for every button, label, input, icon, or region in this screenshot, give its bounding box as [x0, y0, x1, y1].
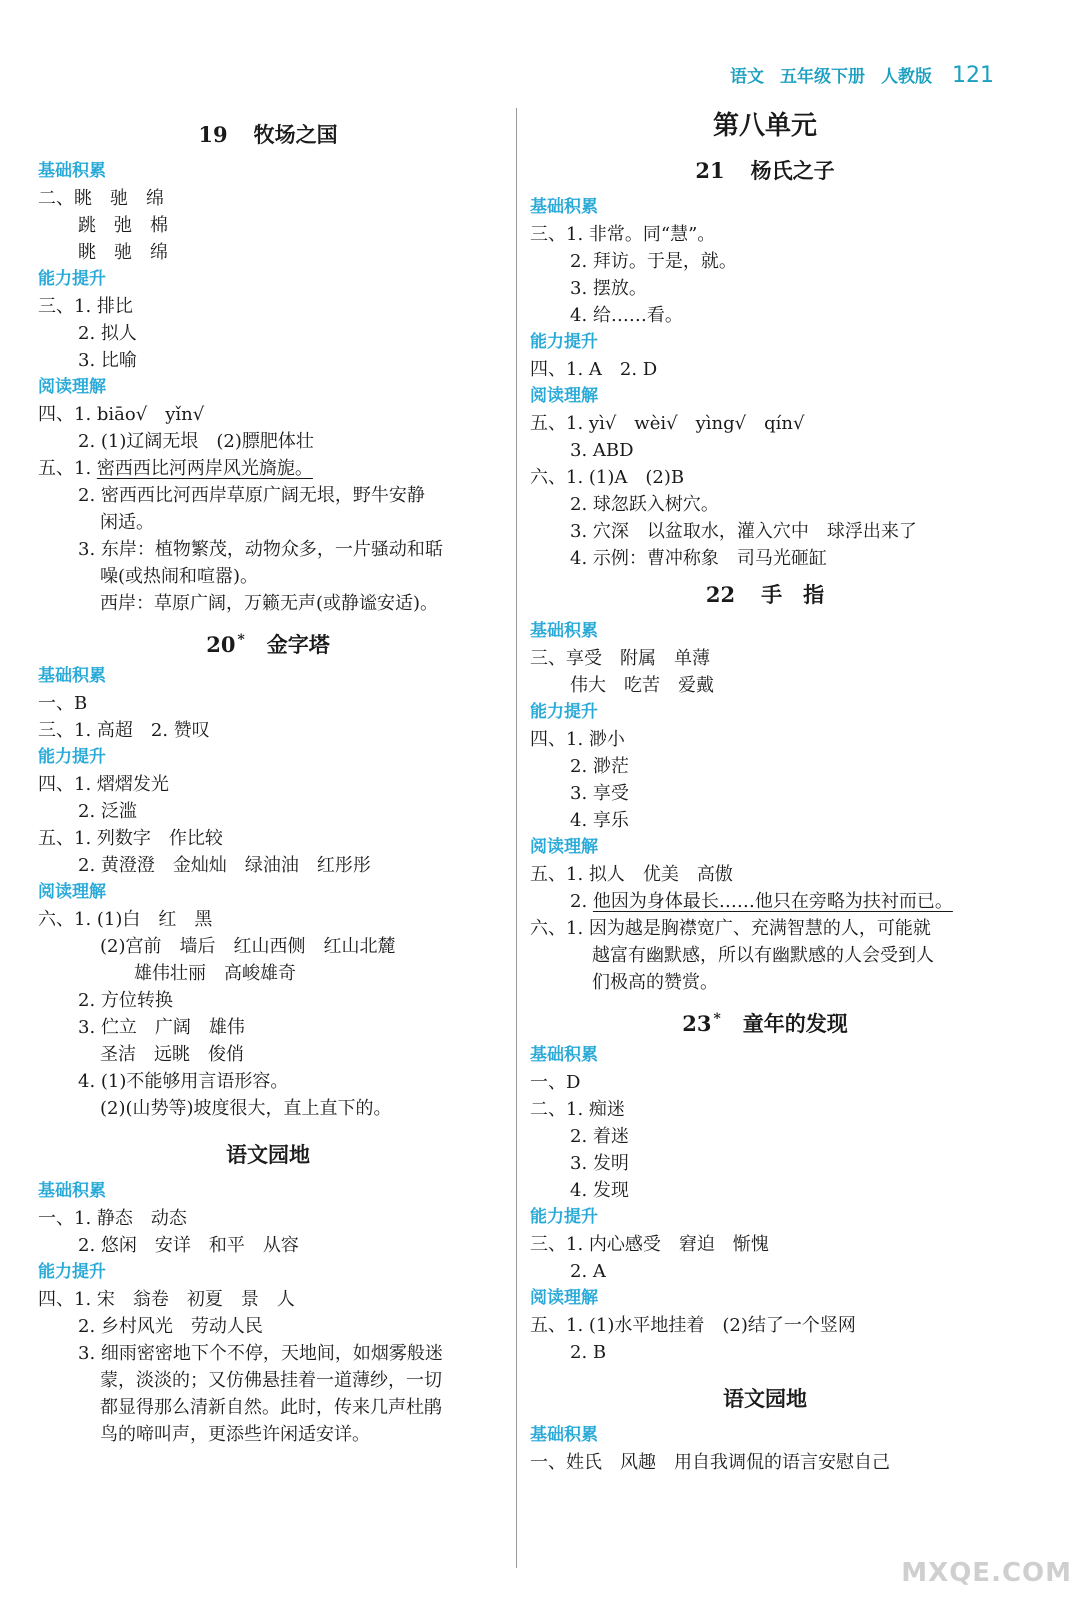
- section-label: 能力提升: [38, 1262, 106, 1282]
- lesson-number: 23: [682, 1011, 712, 1036]
- lesson-number: 19: [198, 122, 228, 147]
- garden-title: 语文园地: [226, 1142, 310, 1167]
- column-divider: [516, 108, 517, 1568]
- lesson-number: 21: [695, 158, 725, 183]
- answer-line: 鸟的啼叫声，更添些许闲适安详。: [100, 1424, 370, 1445]
- answer-line: 噪(或热闹和喧嚣)。: [100, 566, 259, 587]
- lesson-name: 杨氏之子: [750, 158, 835, 183]
- answer-line: 2. 球忽跃入树穴。: [570, 494, 719, 515]
- answer-line: [38, 455, 498, 482]
- page-header: [730, 62, 994, 88]
- answer-line: 2. 拜访。于是，就。: [570, 251, 737, 272]
- answer-line: (2)(山势等)坡度很大，直上直下的。: [100, 1098, 392, 1119]
- answer-line: 五、1. 列数字 作比较: [38, 828, 223, 849]
- answer-line: 一、姓氏 风趣 用自我调侃的语言安慰自己: [530, 1452, 890, 1473]
- answer-line: 六、1. 因为越是胸襟宽广、充满智慧的人，可能就: [530, 918, 931, 939]
- answer-line: 4. 发现: [570, 1180, 629, 1201]
- answer-line: 4. 给……看。: [570, 305, 683, 326]
- answer-line: 二、1. 痴迷: [530, 1099, 625, 1120]
- site-watermark: MXQE.COM: [901, 1558, 1072, 1588]
- section-label: 基础积累: [38, 1181, 106, 1201]
- answer-prefix: 五、1.: [38, 458, 97, 479]
- answer-line: 四、1. 渺小: [530, 729, 625, 750]
- section-label: 基础积累: [38, 666, 106, 686]
- section-label: 基础积累: [530, 197, 598, 217]
- answer-line: 越富有幽默感，所以有幽默感的人会受到人: [592, 945, 934, 966]
- answer-line: 三、1. 内心感受 窘迫 惭愧: [530, 1234, 769, 1255]
- underlined-answer: 密西西比河两岸风光旖旎。: [96, 458, 313, 479]
- header-grade: 五年级下册: [780, 67, 865, 87]
- lesson-name: 手 指: [761, 582, 825, 607]
- answer-line: 二、眺 驰 绵: [38, 188, 164, 209]
- answer-line: 2. 泛滥: [78, 801, 137, 822]
- answer-line: 一、D: [530, 1072, 581, 1093]
- answer-line: 圣洁 远眺 俊俏: [100, 1044, 244, 1065]
- section-label: 阅读理解: [38, 882, 106, 902]
- answer-line: 3. ABD: [570, 440, 634, 461]
- answer-line: 都显得那么清新自然。此时，传来几声杜鹃: [100, 1397, 442, 1418]
- section-label: 能力提升: [38, 269, 106, 289]
- answer-line: 一、B: [38, 693, 88, 714]
- section-label: 基础积累: [530, 1045, 598, 1065]
- lesson-name: 童年的发现: [742, 1011, 848, 1036]
- answer-line: 3. 发明: [570, 1153, 629, 1174]
- answer-line: 3. 摆放。: [570, 278, 647, 299]
- section-label: 能力提升: [530, 1207, 598, 1227]
- answer-line: 2. 方位转换: [78, 990, 173, 1011]
- answer-line: 四、1. 熠熠发光: [38, 774, 169, 795]
- lesson-title: [530, 148, 1000, 194]
- answer-line: 2. 渺茫: [570, 756, 629, 777]
- answer-line: 4. 示例：曹冲称象 司马光砸缸: [570, 548, 827, 569]
- answer-line: 3. 细雨密密地下个不停，天地间，如烟雾般迷: [78, 1343, 443, 1364]
- answer-line: 2. 着迷: [570, 1126, 629, 1147]
- answer-line: 跳 弛 棉: [78, 215, 168, 236]
- section-label: 阅读理解: [530, 837, 598, 857]
- lesson-title: [530, 572, 1000, 618]
- answer-line: 蒙，淡淡的；又仿佛悬挂着一道薄纱，一切: [100, 1370, 442, 1391]
- answer-line: 伟大 吃苦 爱戴: [570, 675, 714, 696]
- answer-line: 3. 伫立 广阔 雄伟: [78, 1017, 245, 1038]
- lesson-mark: *: [237, 632, 245, 648]
- section-label: 能力提升: [38, 747, 106, 767]
- answer-line: 2. A: [570, 1261, 606, 1282]
- answer-line: 五、1. (1)水平地挂着 (2)结了一个竖网: [530, 1315, 856, 1336]
- section-label: 基础积累: [530, 621, 598, 641]
- answer-line: 2. 乡村风光 劳动人民: [78, 1316, 263, 1337]
- answer-line: 五、1. yì√ wèi√ yìng√ qín√: [530, 413, 805, 434]
- lesson-name: 金字塔: [266, 632, 330, 657]
- answer-line: 四、1. 宋 翁卷 初夏 景 人: [38, 1289, 295, 1310]
- section-label: 能力提升: [530, 702, 598, 722]
- answer-line: 3. 东岸：植物繁茂，动物众多，一片骚动和聒: [78, 539, 443, 560]
- answer-line: (2)宫前 墙后 红山西侧 红山北麓: [100, 936, 396, 957]
- left-column: [38, 112, 498, 1448]
- answer-line: 2. 悠闲 安详 和平 从容: [78, 1235, 299, 1256]
- section-label: 基础积累: [38, 161, 106, 181]
- answer-line: 眺 驰 绵: [78, 242, 168, 263]
- lesson-title: [38, 617, 498, 663]
- answer-line: 4. 享乐: [570, 810, 629, 831]
- answer-line: 四、1. A 2. D: [530, 359, 658, 380]
- answer-line: 3. 享受: [570, 783, 629, 804]
- lesson-title: [38, 112, 498, 158]
- answer-line: 六、1. (1)白 红 黑: [38, 909, 213, 930]
- answer-line: 四、1. biāo√ yǐn√: [38, 404, 205, 425]
- answer-line: 三、享受 附属 单薄: [530, 648, 710, 669]
- header-subject: 语文: [730, 67, 764, 87]
- answer-line: 2. 黄澄澄 金灿灿 绿油油 红彤彤: [78, 855, 371, 876]
- lesson-number: 22: [705, 582, 736, 607]
- answer-line: 2. 拟人: [78, 323, 137, 344]
- section-label: 能力提升: [530, 332, 598, 352]
- lesson-mark: *: [713, 1011, 721, 1027]
- section-label: 阅读理解: [38, 377, 106, 397]
- answer-line: 们极高的赞赏。: [592, 972, 718, 993]
- answer-line: 西岸：草原广阔，万籁无声(或静谧安适)。: [100, 593, 439, 614]
- lesson-name: 牧场之国: [253, 122, 338, 147]
- answer-line: 三、1. 高超 2. 赞叹: [38, 720, 210, 741]
- section-label: 阅读理解: [530, 1288, 598, 1308]
- answer-line: 2. (1)辽阔无垠 (2)膘肥体壮: [78, 431, 314, 452]
- answer-line: 3. 穴深 以盆取水，灌入穴中 球浮出来了: [570, 521, 917, 542]
- answer-line: 2. B: [570, 1342, 607, 1363]
- answer-line: 3. 比喻: [78, 350, 137, 371]
- answer-line: 三、1. 非常。同“慧”。: [530, 224, 716, 245]
- right-column: [530, 104, 1000, 1476]
- lesson-title: [530, 996, 1000, 1042]
- answer-line: 2. 密西西比河西岸草原广阔无垠，野牛安静: [78, 485, 425, 506]
- answer-line: 三、1. 排比: [38, 296, 133, 317]
- answer-line: [530, 888, 1000, 915]
- answer-line: 六、1. (1)A (2)B: [530, 467, 685, 488]
- answer-line: 一、1. 静态 动态: [38, 1208, 187, 1229]
- section-label: 基础积累: [530, 1425, 598, 1445]
- header-edition: 人教版: [881, 67, 932, 87]
- garden-title: 语文园地: [723, 1386, 807, 1411]
- page-number: 121: [952, 63, 994, 88]
- answer-prefix: 2.: [570, 891, 593, 912]
- underlined-answer: 他因为身体最长……他只在旁略为扶衬而已。: [592, 891, 953, 912]
- answer-line: 4. (1)不能够用言语形容。: [78, 1071, 289, 1092]
- answer-line: 雄伟壮丽 高峻雄奇: [134, 963, 296, 984]
- answer-line: 闲适。: [100, 512, 154, 533]
- section-label: 阅读理解: [530, 386, 598, 406]
- lesson-number: 20: [206, 632, 236, 657]
- answer-line: 五、1. 拟人 优美 高傲: [530, 864, 733, 885]
- unit-title: 第八单元: [712, 111, 817, 141]
